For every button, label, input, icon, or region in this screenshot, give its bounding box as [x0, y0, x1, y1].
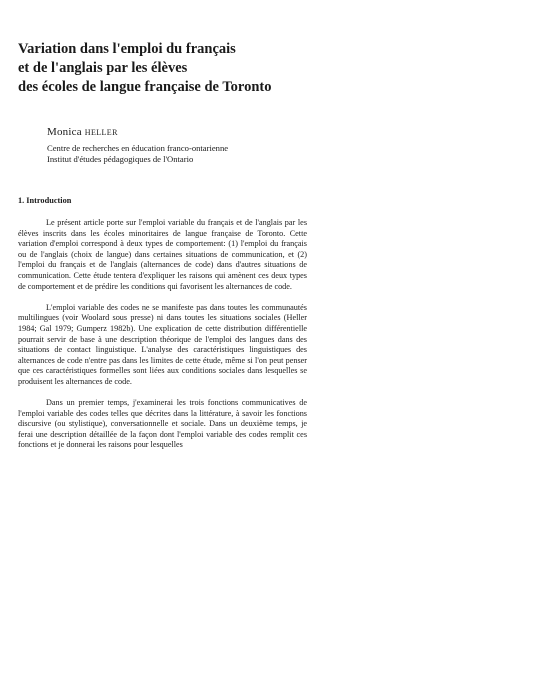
paragraph: L'emploi variable des codes ne se manifeste pas dans toutes les communautés multilingues (voir Woolard sous presse) ni dans toutes les situations sociales (Heller 1984; Gal 1979; Gumperz 1982b). Une explication de cette distribution différentielle pourrait servir de base à une description théorique de l'emploi des langues dans des situations de contact linguistique. L'analyse des caractéristiques linguistiques des alternances de code n'entre pas dans les limites de cette étude, même si l'on peut penser que ces caractéristiques formelles sont liées aux conditions sociales dans lesquelles se produisent les alternances de code. [18, 302, 307, 386]
author-name [47, 126, 118, 138]
section-heading: 1. Introduction [18, 196, 72, 205]
title-line: Variation dans l'emploi du français [18, 41, 236, 57]
affiliation-line: Centre de recherches en éducation franco-ontarienne [47, 143, 229, 153]
affiliation-line: Institut d'études pédagogiques de l'Ontario [47, 154, 194, 165]
paragraph: Dans un premier temps, j'examinerai les trois fonctions communicatives de l'emploi variable des codes telles que décrites dans la littérature, à savoir les fonctions discursive (ou stylistique), conversationnelle et sociale. Dans un deuxième temps, je ferai une description détaillée de la façon dont l'emploi variable des codes remplit ces fonctions et je donnerai les raisons pour lesquelles [18, 398, 307, 450]
title-line: et de l'anglais par les élèves [18, 60, 188, 76]
article-title [18, 40, 438, 97]
author-affiliation [47, 143, 228, 165]
body-text [18, 218, 307, 451]
author-last-name: HELLER [84, 128, 118, 137]
title-line: des écoles de langue française de Toronto [18, 79, 272, 95]
paragraph: Le présent article porte sur l'emploi variable du français et de l'anglais par les élèves inscrits dans les écoles minoritaires de langue française de Toronto. Cette variation d'emploi correspond à deux types de comportement: (1) l'emploi du français ou de l'anglais (choix de langue) dans certaines situations de communication, et (2) l'emploi du français et de l'anglais (alternances de code) dans d'autres situations de communication. Cette étude tentera d'expliquer les raisons qui amènent ces deux types de comportement et de prédire les conditions qui favorisent les alternances de code. [18, 218, 307, 291]
author-first-name: Monica [47, 126, 82, 138]
